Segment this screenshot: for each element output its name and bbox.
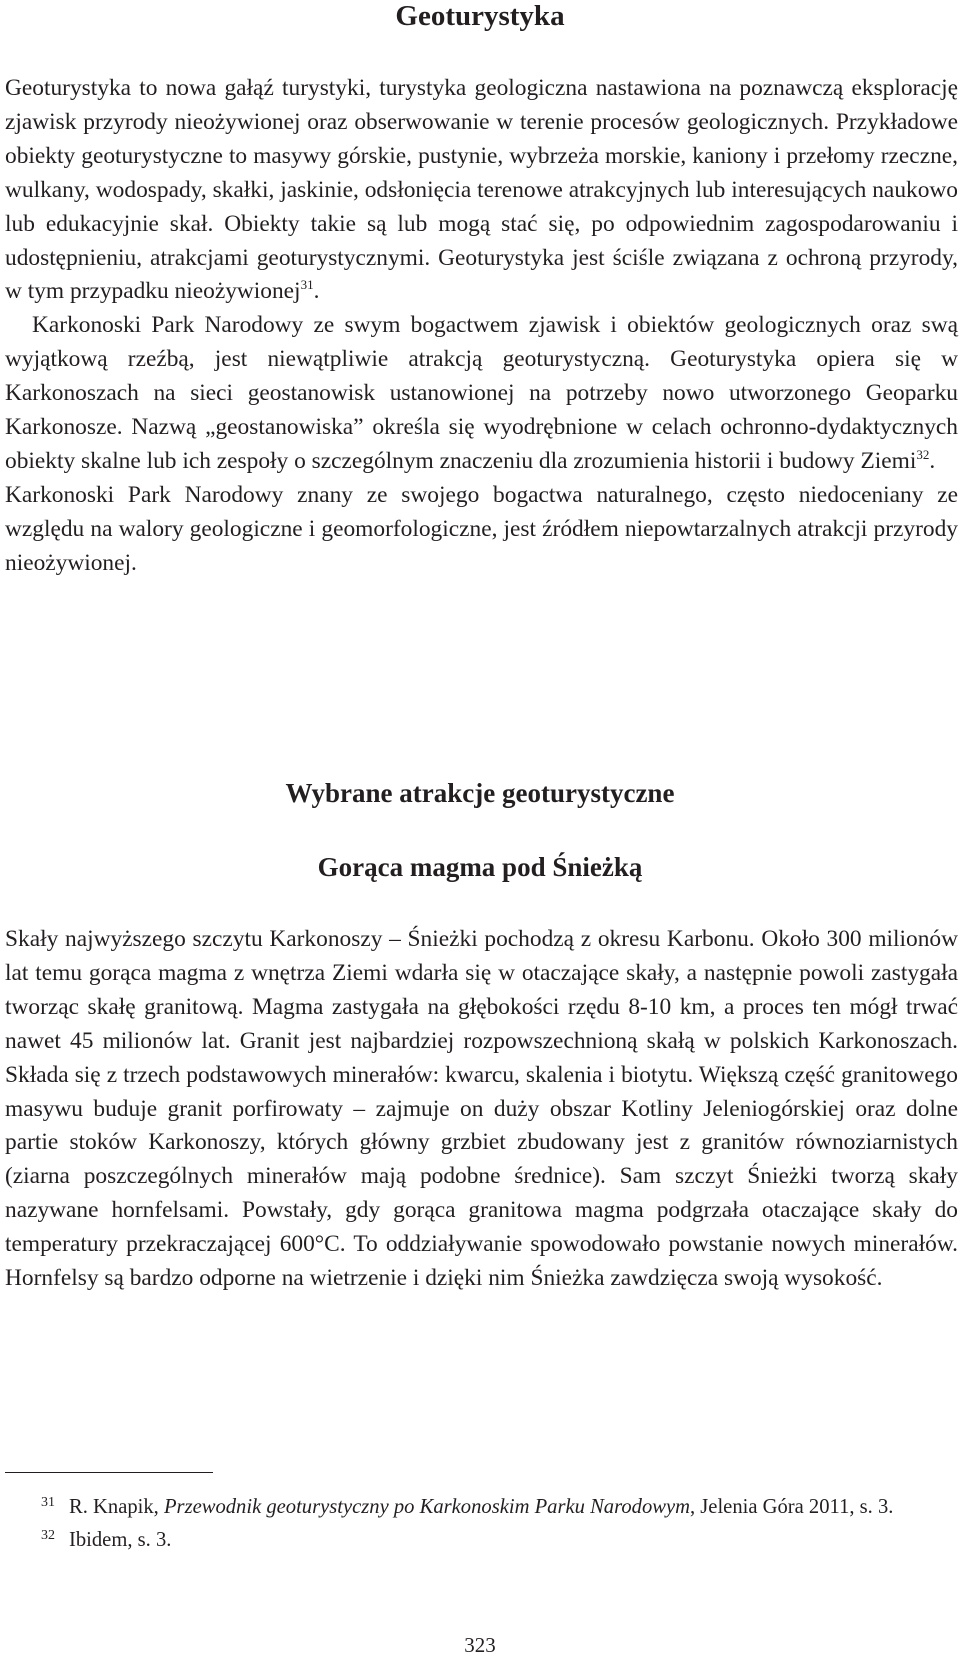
footnote-publication: , Jelenia Góra 2011, s. 3. — [690, 1496, 894, 1518]
footnote-divider — [5, 1472, 213, 1473]
intro-paragraph-1-end: . — [313, 278, 320, 305]
intro-paragraph-1 — [5, 72, 958, 309]
footnote-book-title: Przewodnik geoturystyczny po Karkonoskim Parku Narodowym — [163, 1496, 690, 1518]
page-title: Geoturystyka — [395, 0, 565, 32]
intro-text — [5, 72, 958, 581]
footnote-ref-32[interactable]: 32 — [916, 446, 930, 462]
footnote-author: R. Knapik, — [69, 1496, 164, 1518]
footnote-31 — [5, 1492, 958, 1525]
body-text — [5, 923, 958, 1296]
footnote-number: 31 — [41, 1495, 55, 1510]
page-number: 323 — [464, 1633, 496, 1657]
footnote-32 — [5, 1525, 958, 1558]
intro-paragraph-3: Karkonoski Park Narodowy znany ze swojego bogactwa naturalnego, często niedoceniany ze względu na walory geologiczne i geomorfologiczne, jest źródłem niepowtarzalnych atrakcji przyrody nieożywionej. — [5, 481, 958, 576]
intro-paragraph-2-end: . — [929, 447, 936, 474]
intro-paragraph-2 — [5, 309, 958, 479]
footnotes — [5, 1492, 958, 1558]
footnote-number: 32 — [41, 1528, 55, 1543]
intro-paragraph-1-text: Geoturystyka to nowa gałąź turystyki, turystyka geologiczna nastawiona na poznawczą eksplorację zjawisk przyrody nieożywionej oraz obserwowanie w terenie procesów geologicznych. Przykładowe obiekty geoturystyczne to masywy górskie, pustynie, wybrzeża morskie, kaniony i przełomy rzeczne, wulkany, wodospady, skałki, jaskinie, odsłonięcia terenowe atrakcyjnych lub interesujących naukowo lub edukacyjnie skał. Obiekty takie są lub mogą stać się, po odpowiednim zagospodarowaniu i udostępnieniu, atrakcjami geoturystycznymi. Geoturystyka jest ściśle związana z ochroną przyrody, w tym przypadku nieożywionej — [5, 75, 958, 305]
footnote-ref-31[interactable]: 31 — [300, 277, 314, 293]
body-paragraph: Skały najwyższego szczytu Karkonoszy – Śnieżki pochodzą z okresu Karbonu. Około 300 milionów lat temu gorąca magma z wnętrza Ziemi wdarła się w otaczające skały, a następnie powoli zastygała tworząc skałę granitową. Magma zastygała na głębokości rzędu 8-10 km, a proces ten mógł trwać nawet 45 milionów lat. Granit jest najbardziej rozpowszechnioną skałą w polskich Karkonoszach. Składa się z trzech podstawowych minerałów: kwarcu, skalenia i biotytu. Większą część granitowego masywu buduje granit porfirowaty – zajmuje on duży obszar Kotliny Jeleniogórskiej oraz dolne partie stoków Karkonoszy, których główny grzbiet zbudowany jest z granitów równoziarnistych (ziarna poszczególnych minerałów mają podobne średnice). Sam szczyt Śnieżki tworzą skały nazywane hornfelsami. Powstały, gdy gorąca granitowa magma podgrzała otaczające skały do temperatury przekraczającej 600°C. To oddziaływanie spowodowało powstanie nowych minerałów. Hornfelsy są bardzo odporne na wietrzenie i dzięki nim Śnieżka zawdzięcza swoją wysokość. — [5, 926, 958, 1292]
intro-paragraph-2-text: Karkonoski Park Narodowy ze swym bogactwem zjawisk i obiektów geologicznych oraz swą wyjątkową rzeźbą, jest niewątpliwie atrakcją geoturystyczną. Geoturystyka opiera się w Karkonoszach na sieci geostanowisk ustanowionej na potrzeby nowo utworzonego Geoparku Karkonosze. Nazwą „geostanowiska” określa się wyodrębnione w celach ochronno-dydaktycznych obiekty skalne lub ich zespoły o szczególnym znaczeniu dla zrozumienia historii i budowy Ziemi — [5, 312, 958, 474]
footnote-text: Ibidem, s. 3. — [69, 1529, 172, 1551]
section-heading: Wybrane atrakcje geoturystyczne — [285, 778, 675, 808]
subsection-heading: Gorąca magma pod Śnieżką — [317, 852, 643, 882]
